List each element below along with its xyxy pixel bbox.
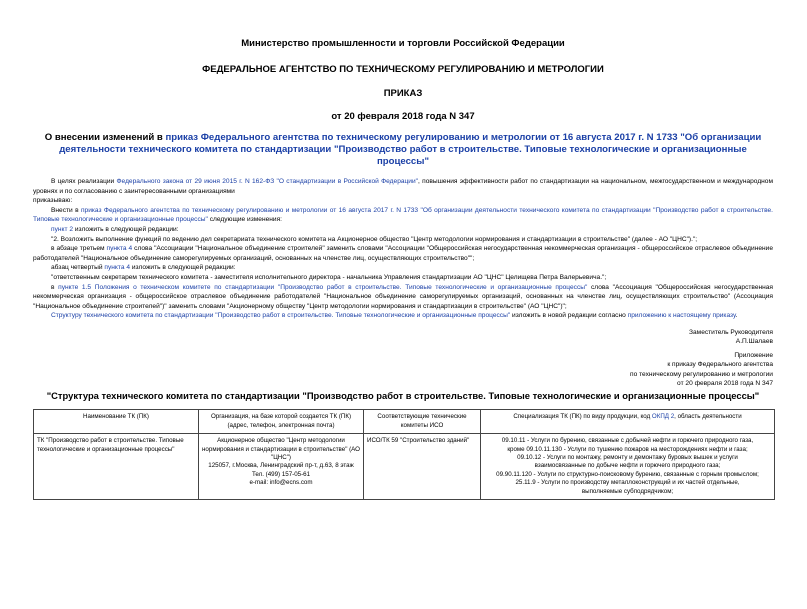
table-header-name: Наименование ТК (ПК): [34, 410, 199, 434]
item-4-link-2[interactable]: пункта 4: [104, 264, 130, 272]
annex-line-4: от 20 февраля 2018 года N 347: [677, 379, 773, 387]
org-address: 125057, г.Москва, Ленинградский пр-т, д.63, 8 этаж: [208, 462, 354, 470]
text: .: [735, 312, 738, 320]
spec-line: 09.90.11.120 - Услуги по структурно-поисковому бурению, связанные с горным промыслом;: [496, 470, 759, 478]
item-1-5-link[interactable]: пункте 1.5 Положения о техническом комитете по стандартизации "Производство работ в строительстве. Типовые технологические и организационные процессы": [58, 283, 588, 291]
spec-line: взаимосвязанные по добыче нефти и горючего природного газа;: [534, 462, 721, 470]
doc-body: [33, 177, 773, 321]
org-phone: Тел. (499) 157-05-61: [251, 470, 311, 478]
agency-heading: ФЕДЕРАЛЬНОЕ АГЕНТСТВО ПО ТЕХНИЧЕСКОМУ РЕГУЛИРОВАНИЮ И МЕТРОЛОГИИ: [202, 64, 604, 75]
signature-block: [33, 328, 773, 347]
paragraph-item4-para3: [33, 244, 773, 263]
cell-organization: [199, 434, 364, 500]
okpd2-link[interactable]: ОКПД 2: [651, 413, 675, 421]
annex-line-2: к приказу Федерального агентства: [667, 361, 773, 369]
document-page: [0, 38, 807, 609]
doc-title-prefix: О внесении изменений в: [44, 132, 166, 143]
cell-iso: ИСО/ТК 59 "Строительство зданий": [364, 434, 481, 500]
federal-law-link[interactable]: Федерального закона от 29 июня 2015 г. N 162-ФЗ "О стандартизации в Российской Федерации": [116, 178, 419, 185]
annex-link[interactable]: приложению к настоящему приказу: [627, 312, 736, 320]
doc-title-link[interactable]: приказ Федерального агентства по техническому регулированию и метрологии от 16 августа 2017 г. N 1733 "Об организации деятельности технического комитета по стандартизации "Производство работ в строительстве. Типовые технологические и организационные процессы": [59, 132, 762, 167]
paragraph-item1-5: [33, 283, 773, 312]
annex-line-3: по техническому регулированию и метрологии: [630, 370, 773, 378]
annex-header: [33, 351, 773, 389]
org-name: Акционерное общество "Центр методологии нормирования и стандартизации в строительстве" (АО "ЦНС"): [202, 437, 360, 461]
text: изложить в следующей редакции:: [130, 264, 236, 272]
item-2-link[interactable]: пункт 2: [51, 225, 73, 233]
table-header-iso: Соответствующие технические комитеты ИСО: [364, 410, 481, 434]
signature-name: А.П.Шалаев: [735, 338, 773, 346]
text: следующие изменения:: [207, 216, 282, 224]
paragraph-structure: [33, 311, 773, 321]
text: В целях реализации: [51, 178, 117, 185]
signature-position: Заместитель Руководителя: [689, 328, 773, 336]
structure-link[interactable]: Структуру технического комитета по стандартизации "Производство работ в строительстве. Типовые технологические и организационные процессы": [51, 312, 511, 320]
cell-specialization: [481, 434, 775, 500]
text: слова "Ассоциации "Национальное объединение строителей" заменить словами "Ассоциации "Общероссийская негосударственная некоммерческая организация - общероссийское отраслевое объединение работодателей "Национальное объединение саморегулируемых организаций, основанных на членстве лиц, осуществляющих строительство"";: [33, 245, 773, 262]
doc-type-heading: ПРИКАЗ: [383, 88, 423, 99]
order-1733-link[interactable]: приказ Федерального агентства по техническому регулированию и метрологии от 16 августа 2017 г. N 1733 "Об организации деятельности технического комитета по стандартизации "Производство работ в строительстве. Типовые технологические и организационные процессы": [33, 206, 774, 224]
text: изложить в следующей редакции:: [73, 225, 179, 233]
table-header-organization: Организация, на базе которой создается ТК (ПК) (адрес, телефон, электронная почта): [199, 410, 364, 434]
text: слова "Ассоциация "Общероссийская негосударственная некоммерческая организация - общероссийское отраслевое объединение работодателей "Национальное объединение саморегулируемых организаций, основанных на членстве лиц, осуществляющих строительство" (Ассоциация "Национальное объединение строителей")" заменить словами "Акционерному обществу "Центр методологии нормирования и стандартизации в строительстве" (АО "ЦНС")";: [33, 283, 774, 310]
annex-title: "Структура технического комитета по стандартизации "Производство работ в строительстве. Типовые технологические и организационные процессы": [46, 390, 760, 402]
paragraph-secretary: "ответственным секретарем технического комитета - заместителя исполнительного директора - начальника Управления стандартизации АО "ЦНС" Целищева Петра Валерьевича.";: [51, 273, 607, 281]
text: абзац четвертый: [51, 264, 105, 272]
annex-line-1: Приложение: [734, 351, 773, 359]
structure-table: [33, 409, 775, 500]
paragraph-item4-para4: [33, 263, 773, 273]
ministry-heading: Министерство промышленности и торговли Российской Федерации: [241, 38, 565, 49]
table-header-row: [34, 410, 775, 434]
text: Внести в: [51, 206, 81, 214]
item-4-link[interactable]: пункта 4: [106, 245, 133, 253]
table-header-specialization: [481, 410, 775, 434]
spec-line: 09.10.12 - Услуги по монтажу, ремонту и демонтажу буровых вышек и услуги: [517, 453, 738, 461]
doc-date: от 20 февраля 2018 года N 347: [331, 111, 475, 122]
text: изложить в новой редакции согласно: [510, 312, 628, 320]
spec-line: 09.10.11 - Услуги по бурению, связанные с добычей нефти и горючего природного газа,: [501, 437, 754, 445]
paragraph-item2-text: "2. Возложить выполнение функций по ведению дел секретариата технического комитета на Акционерное общество "Центр методологии нормирования и стандартизации в строительстве" (далее - АО "ЦНС").";: [51, 235, 698, 243]
spec-line: кроме 09.10.11.130 - Услуги по тушению пожаров на месторождениях нефти и газа;: [507, 445, 748, 453]
spec-line: выполняемые субподрядчиком;: [581, 487, 674, 495]
doc-title: [33, 132, 773, 168]
text: , область деятельности: [674, 413, 742, 421]
text: в абзаце третьем: [51, 245, 107, 253]
paragraph-item2: [33, 225, 773, 235]
paragraph-amend: [33, 206, 773, 225]
table-row: [34, 434, 775, 500]
text: , повышения эффективности работ по стандартизации на национальном, межгосударственном и международном уровнях и по согласованию с заинтересованными организациями: [33, 178, 774, 195]
paragraph-order: приказываю:: [33, 197, 73, 205]
spec-line: 25.11.9 - Услуги по производству металлоконструкций и их частей отдельные,: [515, 479, 740, 487]
paragraph-preamble: [33, 177, 773, 196]
cell-tc-name: ТК "Производство работ в строительстве. Типовые технологические и организационные процессы": [34, 434, 199, 500]
text: в: [51, 283, 59, 291]
text: Специализация ТК (ПК) по виду продукции, код: [513, 413, 652, 421]
org-email: e-mail: info@ecns.com: [249, 479, 313, 487]
